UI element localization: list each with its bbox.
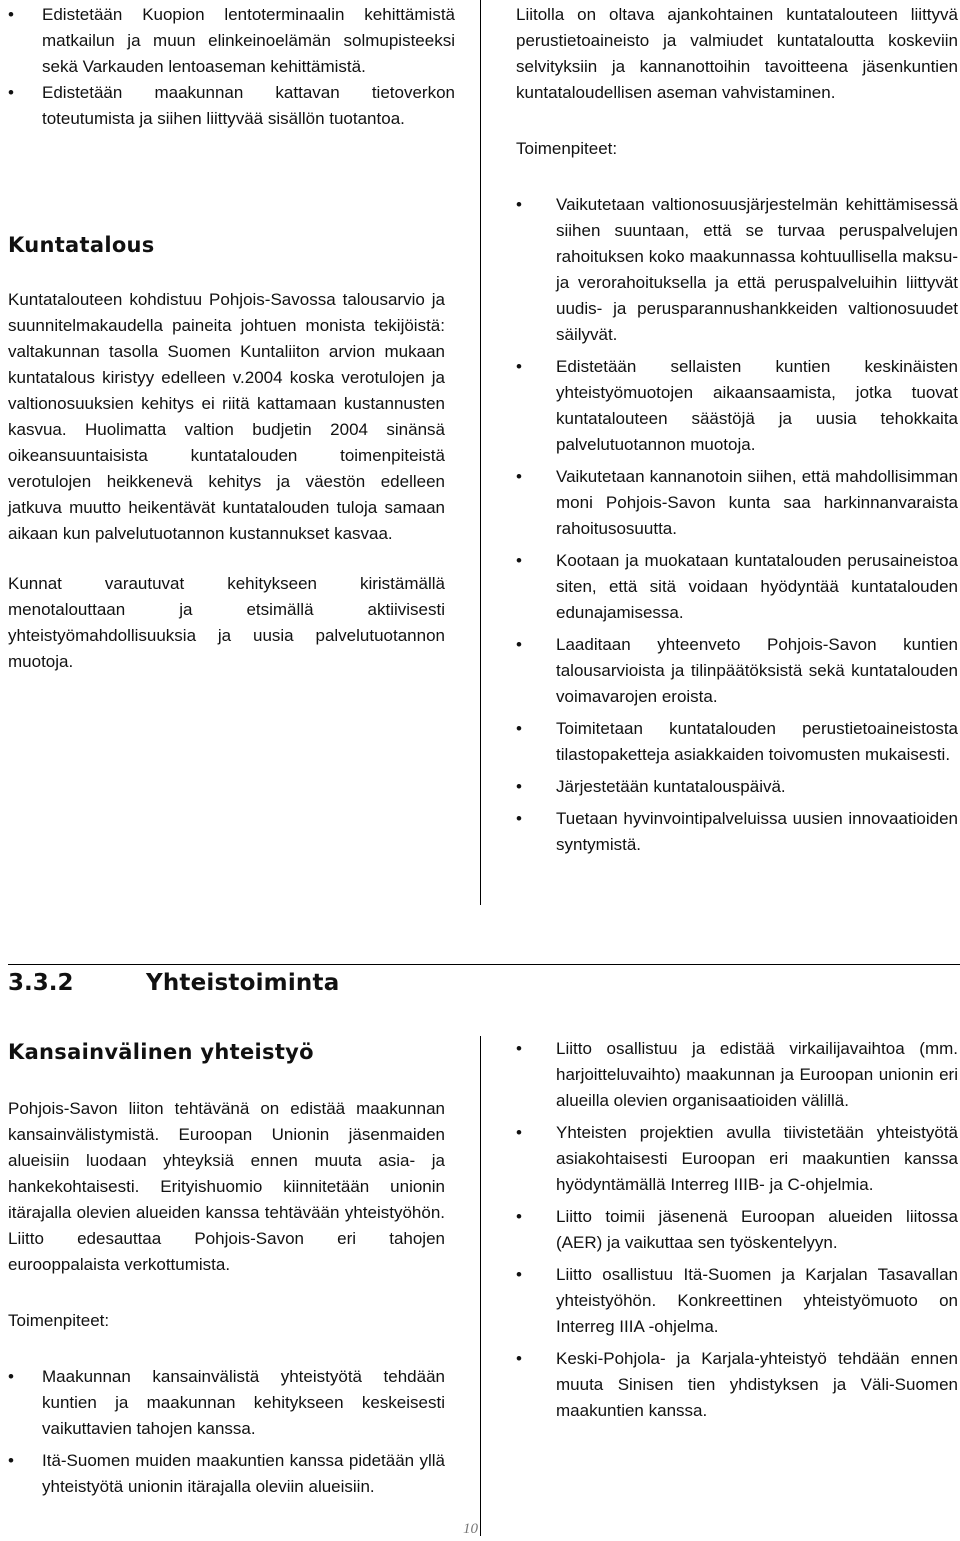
top-left-column [8, 2, 455, 132]
bullet-icon: • [516, 1207, 522, 1226]
list-item: • Toimitetaan kuntatalouden perustietoaineistosta tilastopaketteja asiakkaiden toivomusten mukaisesti. [516, 716, 958, 768]
bullet-icon: • [8, 83, 14, 102]
bullet-icon: • [516, 467, 522, 486]
section-heading [8, 964, 960, 1004]
bullet-icon: • [516, 809, 522, 828]
page-number: 10 [463, 1521, 478, 1537]
bullet-icon: • [8, 5, 14, 24]
list-item: • Liitto osallistuu Itä-Suomen ja Karjalan Tasavallan yhteistyöhön. Konkreettinen yhteistyömuoto on Interreg IIIA -ohjelma. [516, 1262, 958, 1340]
column-divider [480, 1036, 481, 1536]
list-item: • Yhteisten projektien avulla tiivistetään yhteistyötä asiakohtaisesti Euroopan eri maakuntien kanssa hyödyntämällä Interreg IIIB- ja C-ohjelmia. [516, 1120, 958, 1198]
list-item: • Laaditaan yhteenveto Pohjois-Savon kuntien talousarvioista ja tilinpäätöksistä sekä kuntatalouden voimavarojen eroista. [516, 632, 958, 710]
list-item: • Itä-Suomen muiden maakuntien kanssa pidetään yllä yhteistyötä unionin itärajalla oleviin alueisiin. [8, 1448, 445, 1500]
heading-kuntatalous: Kuntatalous [8, 233, 155, 257]
paragraph: Liitolla on oltava ajankohtainen kuntatalouteen liittyvä perustietoaineisto ja valmiudet kuntataloutta koskeviin selvityksiin ja kannanottoihin tavoitteena jäsenkuntien kuntataloudellisen aseman vahvistaminen. [516, 5, 958, 102]
list-item: • Edistetään Kuopion lentoterminaalin kehittämistä matkailun ja muun elinkeinoelämän solmupisteeksi sekä Varkauden lentoaseman kehittämistä. [8, 2, 455, 80]
section-title: Yhteistoiminta [146, 970, 340, 996]
transport-bullet-list [8, 2, 455, 132]
bullet-icon: • [516, 635, 522, 654]
list-item: • Liitto osallistuu ja edistää virkailijavaihtoa (mm. harjoitteluvaihto) maakunnan ja Euroopan unionin eri alueilla olevien organisaatioiden välillä. [516, 1036, 958, 1114]
top-right-column [516, 2, 958, 864]
section-number: 3.3.2 [8, 970, 74, 996]
measures-label: Toimenpiteet: [8, 1311, 110, 1330]
list-item: • Keski-Pohjola- ja Karjala-yhteistyö tehdään ennen muuta Sinisen tien yhdistyksen ja Väli-Suomen maakuntien kanssa. [516, 1346, 958, 1424]
kuntatalous-text [8, 287, 445, 675]
list-item: • Kootaan ja muokataan kuntatalouden perusaineistoa siten, että sitä voidaan hyödyntää kuntatalouden edunajamisessa. [516, 548, 958, 626]
list-item: • Vaikutetaan kannanotoin siihen, että mahdollisimman moni Pohjois-Savon kunta saa harkinnanvaraista rahoitusosuutta. [516, 464, 958, 542]
list-item: • Tuetaan hyvinvointipalveluissa uusien innovaatioiden syntymistä. [516, 806, 958, 858]
bullet-icon: • [516, 1265, 522, 1284]
list-item: • Edistetään sellaisten kuntien keskinäisten yhteistyömuotojen aikaansaamista, jotka tuovat kuntatalouteen säästöjä ja uusia tehokkaita palvelutuotannon muotoja. [516, 354, 958, 458]
bullet-icon: • [516, 1123, 522, 1142]
cooperation-list [516, 1036, 958, 1424]
measures-label: Toimenpiteet: [516, 139, 618, 158]
section-rule [8, 964, 960, 965]
kuntatalous-measures-list [516, 192, 958, 858]
column-divider [480, 0, 481, 905]
list-item: • Maakunnan kansainvälistä yhteistyötä tehdään kuntien ja maakunnan kehitykseen keskeisesti vaikuttavien tahojen kanssa. [8, 1364, 445, 1442]
bottom-left-column [8, 1096, 445, 1500]
bullet-icon: • [516, 1349, 522, 1368]
list-item: • Liitto toimii jäsenenä Euroopan alueiden liitossa (AER) ja vaikuttaa sen työskentelyyn. [516, 1204, 958, 1256]
bullet-icon: • [8, 1451, 14, 1470]
bullet-icon: • [516, 551, 522, 570]
paragraph: Pohjois-Savon liiton tehtävänä on edistää maakunnan kansainvälistymistä. Euroopan Unionin jäsenmaiden alueisiin luodaan yhteyksiä ennen muuta asia- ja hankekohtaisesti. Erityishuomio kiinnitetään unionin itärajalla olevien alueiden kanssa tehtävään yhteistyöhön. Liitto edesauttaa Pohjois-Savon eri tahojen eurooppalaista verkottumista. [8, 1099, 445, 1274]
bullet-icon: • [516, 777, 522, 796]
international-measures-list [8, 1364, 445, 1500]
list-item: • Edistetään maakunnan kattavan tietoverkon toteutumista ja siihen liittyvää sisällön tuotantoa. [8, 80, 455, 132]
bottom-right-column [516, 1036, 958, 1430]
list-item: • Vaikutetaan valtionosuusjärjestelmän kehittämisessä siihen suuntaan, että se turvaa peruspalvelujen rahoituksen koko maakunnassa kohtuullisella maksu- ja verorahoituksella ja että peruspalveluihin liittyvät uudis- ja perusparannushankkeiden valtionosuudet säilyvät. [516, 192, 958, 348]
bullet-icon: • [8, 1367, 14, 1386]
bullet-icon: • [516, 195, 522, 214]
bullet-icon: • [516, 357, 522, 376]
paragraph: Kuntatalouteen kohdistuu Pohjois-Savossa talousarvio ja suunnitelmakaudella paineita johtuen monista tekijöistä: valtakunnan tasolla Suomen Kuntaliiton arvion mukaan kuntatalous kiristyy edelleen v.2004 koska verotulojen ja valtionosuuksien kehitys ei riitä kattamaan kustannusten kasvua. Huolimatta valtion budjetin 2004 sinänsä oikeansuuntaisista kuntatalouden toimenpiteistä verotulojen heikkenevä kehitys ja väestön edelleen jatkuva muutto heikentävät kuntatalouden tuloja samaan aikaan kun palvelutuotannon kustannukset kasvaa. [8, 290, 445, 543]
bullet-icon: • [516, 1039, 522, 1058]
bullet-icon: • [516, 719, 522, 738]
heading-kansainvalinen-yhteistyo: Kansainvälinen yhteistyö [8, 1040, 314, 1064]
list-item: • Järjestetään kuntatalouspäivä. [516, 774, 958, 800]
paragraph: Kunnat varautuvat kehitykseen kiristämällä menotalouttaan ja etsimällä aktiivisesti yhteistyömahdollisuuksia ja uusia palvelutuotannon muotoja. [8, 574, 445, 671]
